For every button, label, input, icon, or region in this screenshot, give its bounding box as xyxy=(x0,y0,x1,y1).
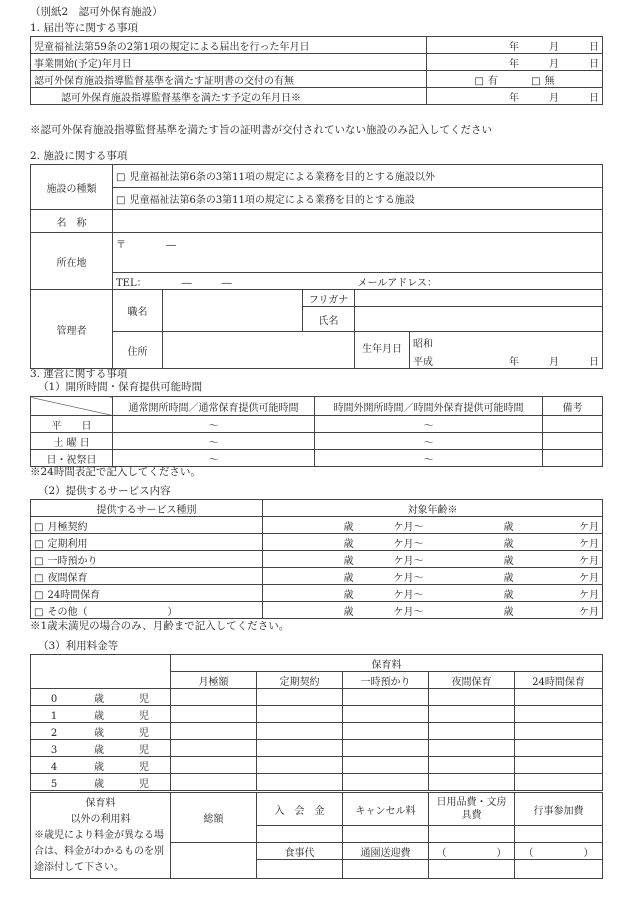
section2-table xyxy=(30,164,603,369)
age-suffix: 児 xyxy=(139,761,149,773)
normal-hours-field[interactable]: ～ xyxy=(113,433,315,450)
age-unit: 歳 xyxy=(94,693,104,705)
section1-note: ※認可外保育施設指導監督基準を満たす旨の証明書が交付されていない施設のみ記入してください xyxy=(30,124,492,136)
fee-field[interactable] xyxy=(429,740,515,757)
fees-header: 保育料 xyxy=(171,655,603,672)
hours-col-remarks: 備考 xyxy=(543,397,603,416)
age-to-months[interactable]: ケ月 xyxy=(517,602,603,619)
age-from-months[interactable]: ケ月～ xyxy=(357,551,427,568)
age-number: 5 xyxy=(50,778,58,790)
fee-field[interactable] xyxy=(343,723,429,740)
manager-label: 管理者 xyxy=(31,290,113,369)
services-note: ※1歳未満児の場合のみ、月齢まで記入してください。 xyxy=(30,620,290,632)
fee-age-row xyxy=(31,740,603,757)
fee-field[interactable] xyxy=(257,774,343,792)
fee-field[interactable] xyxy=(429,706,515,723)
s1-row-label: 児童福祉法第59条の2第1項の規定による届出を行った年月日 xyxy=(31,37,427,54)
fee-field[interactable] xyxy=(429,774,515,792)
fee-field[interactable] xyxy=(429,689,515,706)
entry-fee-label: 入 会 金 xyxy=(257,792,343,826)
fee-field[interactable] xyxy=(515,689,603,706)
age-suffix: 児 xyxy=(139,693,149,705)
fee-field[interactable] xyxy=(343,689,429,706)
day-label: 土 曜 日 xyxy=(31,433,113,450)
s1-row xyxy=(31,54,603,71)
hours-note: ※24時間表記で記入してください。 xyxy=(30,466,201,478)
cancel-fee-label: キャンセル料 xyxy=(343,792,429,826)
normal-hours-field[interactable]: ～ xyxy=(113,450,315,467)
section3-heading: 3. 運営に関する事項 xyxy=(30,368,128,380)
normal-hours-field[interactable]: ～ xyxy=(113,416,315,433)
hours-subheading: （1）開所時間・保育提供可能時間 xyxy=(38,381,203,393)
remarks-field[interactable] xyxy=(543,416,603,433)
fee-field[interactable] xyxy=(429,723,515,740)
bus-fee-label: 通園送迎費 xyxy=(343,843,429,860)
fee-field[interactable] xyxy=(171,706,257,723)
service-row xyxy=(31,517,603,534)
age-label xyxy=(31,757,171,774)
services-subheading: （2）提供するサービス内容 xyxy=(38,485,171,497)
section1-heading: 1. 届出等に関する事項 xyxy=(30,22,138,34)
supplies-fee-field[interactable] xyxy=(429,826,515,843)
s1-row-label: 事業開始(予定)年月日 xyxy=(31,54,427,71)
service-row xyxy=(31,534,603,551)
fees-corner xyxy=(31,655,171,689)
date-cell[interactable]: 年 月 日 xyxy=(427,88,603,105)
job-title-label: 職名 xyxy=(113,290,163,332)
hours-table xyxy=(30,396,603,467)
age-to-months[interactable]: ケ月 xyxy=(517,551,603,568)
fee-age-row xyxy=(31,689,603,706)
checkbox-yes[interactable]: □ 有 xyxy=(474,76,497,87)
service-row xyxy=(31,585,603,602)
services-table xyxy=(30,499,603,619)
residence-label: 住所 xyxy=(113,332,163,369)
event-fee-field[interactable] xyxy=(515,826,603,843)
age-to-months[interactable]: ケ月 xyxy=(517,517,603,534)
date-cell[interactable]: 年 月 日 xyxy=(427,37,603,54)
extra-fee-field-2[interactable]: （ ） xyxy=(515,843,603,860)
age-to-years[interactable]: 歳 xyxy=(427,534,517,551)
service-type-checkbox[interactable]: □ その他（ ） xyxy=(31,602,263,619)
age-to-years[interactable]: 歳 xyxy=(427,551,517,568)
era-heisei-row[interactable] xyxy=(410,352,603,369)
entry-fee-field[interactable] xyxy=(257,826,343,843)
furigana-field[interactable] xyxy=(355,290,603,307)
remarks-field[interactable] xyxy=(543,450,603,467)
s1-row xyxy=(31,71,603,88)
age-unit: 歳 xyxy=(94,727,104,739)
job-title-field[interactable] xyxy=(163,290,303,332)
age-number: 4 xyxy=(50,761,58,773)
fee-field[interactable] xyxy=(171,740,257,757)
age-to-months[interactable]: ケ月 xyxy=(517,568,603,585)
age-from-months[interactable]: ケ月～ xyxy=(357,534,427,551)
fee-field[interactable] xyxy=(515,723,603,740)
fee-field[interactable] xyxy=(257,723,343,740)
fees-subheading: （3）利用料金等 xyxy=(38,640,119,652)
service-type-checkbox[interactable]: □ 定期利用 xyxy=(31,534,263,551)
furigana-label: フリガナ xyxy=(303,290,355,307)
s1-row-label: 認可外保育施設指導監督基準を満たす予定の年月日※ xyxy=(31,88,427,105)
total-field[interactable] xyxy=(171,843,257,879)
fee-age-row xyxy=(31,706,603,723)
form-header: （別紙2 認可外保育施設） xyxy=(30,6,163,18)
fee-field[interactable] xyxy=(257,689,343,706)
age-number: 0 xyxy=(50,693,58,705)
section2-heading: 2. 施設に関する事項 xyxy=(30,150,128,162)
overtime-hours-field[interactable]: ～ xyxy=(315,433,543,450)
date-cell[interactable]: 年 月 日 xyxy=(427,54,603,71)
checkbox-no[interactable]: □ 無 xyxy=(531,76,554,87)
services-col-type: 提供するサービス種別 xyxy=(31,500,263,517)
age-to-months[interactable]: ケ月 xyxy=(517,534,603,551)
fee-col-header: 夜間保育 xyxy=(429,672,515,689)
service-type-checkbox[interactable]: □ 24時間保育 xyxy=(31,585,263,602)
age-to-years[interactable]: 歳 xyxy=(427,585,517,602)
total-label: 総額 xyxy=(171,792,257,843)
overtime-hours-field[interactable]: ～ xyxy=(315,416,543,433)
fee-field[interactable] xyxy=(343,774,429,792)
age-to-years[interactable]: 歳 xyxy=(427,568,517,585)
meal-fee-label: 食事代 xyxy=(257,843,343,860)
service-type-checkbox[interactable]: □ 一時預かり xyxy=(31,551,263,568)
fee-field[interactable] xyxy=(171,689,257,706)
age-from-months[interactable]: ケ月～ xyxy=(357,568,427,585)
age-unit: 歳 xyxy=(94,710,104,722)
fee-age-row xyxy=(31,723,603,740)
fee-col-header: 24時間保育 xyxy=(515,672,603,689)
fee-field[interactable] xyxy=(429,757,515,774)
facility-type-option-1[interactable]: □ 児童福祉法第6条の3第11項の規定による業務を目的とする施設以外 xyxy=(113,165,603,188)
day-label: 平 日 xyxy=(31,416,113,433)
age-number: 3 xyxy=(50,744,58,756)
age-suffix: 児 xyxy=(139,744,149,756)
cert-choice[interactable] xyxy=(427,71,603,88)
fee-field[interactable] xyxy=(171,774,257,792)
fee-field[interactable] xyxy=(343,706,429,723)
era-showa[interactable]: 昭和 xyxy=(410,332,603,353)
fee-field[interactable] xyxy=(171,757,257,774)
age-from-years[interactable]: 歳 xyxy=(263,517,357,534)
s1-row xyxy=(31,88,603,105)
fee-age-row xyxy=(31,757,603,774)
facility-type-option-2[interactable]: □ 児童福祉法第6条の3第11項の規定による業務を目的とする施設 xyxy=(113,187,603,210)
age-to-years[interactable]: 歳 xyxy=(427,517,517,534)
fee-age-row xyxy=(31,774,603,792)
name-label: 氏名 xyxy=(303,307,355,332)
s1-row-label: 認可外保育施設指導監督基準を満たす証明書の交付の有無 xyxy=(31,71,427,88)
age-suffix: 児 xyxy=(139,778,149,790)
residence-field[interactable] xyxy=(163,332,355,369)
age-label xyxy=(31,740,171,757)
fee-col-header: 一時預かり xyxy=(343,672,429,689)
age-to-months[interactable]: ケ月 xyxy=(517,585,603,602)
fee-field[interactable] xyxy=(343,757,429,774)
age-from-years[interactable]: 歳 xyxy=(263,602,357,619)
hours-col-overtime: 時間外開所時間／時間外保育提供可能時間 xyxy=(315,397,543,416)
facility-name-field[interactable] xyxy=(113,210,603,233)
tel-field[interactable]: TEL： ― ― xyxy=(113,273,355,290)
service-row xyxy=(31,602,603,619)
fee-field[interactable] xyxy=(515,774,603,792)
age-label xyxy=(31,689,171,706)
address-label: 所在地 xyxy=(31,233,113,290)
service-type-checkbox[interactable]: □ 月極契約 xyxy=(31,517,263,534)
address-field[interactable]: 〒 ― xyxy=(113,233,603,273)
extra-fee-value-1[interactable] xyxy=(429,860,515,879)
day-label: 日・祝祭日 xyxy=(31,450,113,467)
service-row xyxy=(31,568,603,585)
bus-fee-field[interactable] xyxy=(343,860,429,879)
facility-name-label: 名 称 xyxy=(31,210,113,233)
age-suffix: 児 xyxy=(139,710,149,722)
age-unit: 歳 xyxy=(94,761,104,773)
service-row xyxy=(31,551,603,568)
other-fees-label: 保育料 以外の利用料 ※歳児により料金が異なる場合は、料金がわかるものを別途添付して下さい。 xyxy=(31,792,171,879)
hours-col-normal: 通常開所時間／通常保育提供可能時間 xyxy=(113,397,315,416)
birth-date-value: 年 月 日 xyxy=(509,356,600,368)
section1-table xyxy=(30,36,603,105)
era-heisei[interactable]: 平成 xyxy=(413,356,433,368)
age-unit: 歳 xyxy=(94,778,104,790)
fee-field[interactable] xyxy=(257,706,343,723)
age-from-months[interactable]: ケ月～ xyxy=(357,602,427,619)
age-label xyxy=(31,774,171,792)
age-from-years[interactable]: 歳 xyxy=(263,534,357,551)
fee-field[interactable] xyxy=(515,706,603,723)
services-col-age: 対象年齢※ xyxy=(263,500,603,517)
name-field[interactable] xyxy=(355,307,603,332)
age-unit: 歳 xyxy=(94,744,104,756)
fee-field[interactable] xyxy=(257,757,343,774)
overtime-hours-field[interactable]: ～ xyxy=(315,450,543,467)
age-from-months[interactable]: ケ月～ xyxy=(357,585,427,602)
fees-table xyxy=(30,654,603,879)
birth-date-label: 生年月日 xyxy=(355,332,410,369)
age-from-years[interactable]: 歳 xyxy=(263,585,357,602)
age-from-months[interactable]: ケ月～ xyxy=(357,517,427,534)
age-label xyxy=(31,706,171,723)
age-label xyxy=(31,723,171,740)
service-type-checkbox[interactable]: □ 夜間保育 xyxy=(31,568,263,585)
fee-field[interactable] xyxy=(343,740,429,757)
s1-row xyxy=(31,37,603,54)
event-fee-label: 行事参加費 xyxy=(515,792,603,826)
facility-type-label: 施設の種類 xyxy=(31,165,113,210)
extra-fee-field-1[interactable]: （ ） xyxy=(429,843,515,860)
fee-field[interactable] xyxy=(515,740,603,757)
remarks-field[interactable] xyxy=(543,433,603,450)
fee-col-header: 月極額 xyxy=(171,672,257,689)
age-number: 1 xyxy=(50,710,58,722)
fee-col-header: 定期契約 xyxy=(257,672,343,689)
fee-field[interactable] xyxy=(515,757,603,774)
age-to-years[interactable]: 歳 xyxy=(427,602,517,619)
cancel-fee-field[interactable] xyxy=(343,826,429,843)
hours-corner xyxy=(31,397,113,416)
meal-fee-field[interactable] xyxy=(257,860,343,879)
age-from-years[interactable]: 歳 xyxy=(263,568,357,585)
fee-field[interactable] xyxy=(257,740,343,757)
age-suffix: 児 xyxy=(139,727,149,739)
age-from-years[interactable]: 歳 xyxy=(263,551,357,568)
extra-fee-value-2[interactable] xyxy=(515,860,603,879)
age-number: 2 xyxy=(50,727,58,739)
supplies-fee-label: 日用品費・文房具費 xyxy=(429,792,515,826)
mail-field[interactable]: メールアドレス： xyxy=(355,273,603,290)
fee-field[interactable] xyxy=(171,723,257,740)
